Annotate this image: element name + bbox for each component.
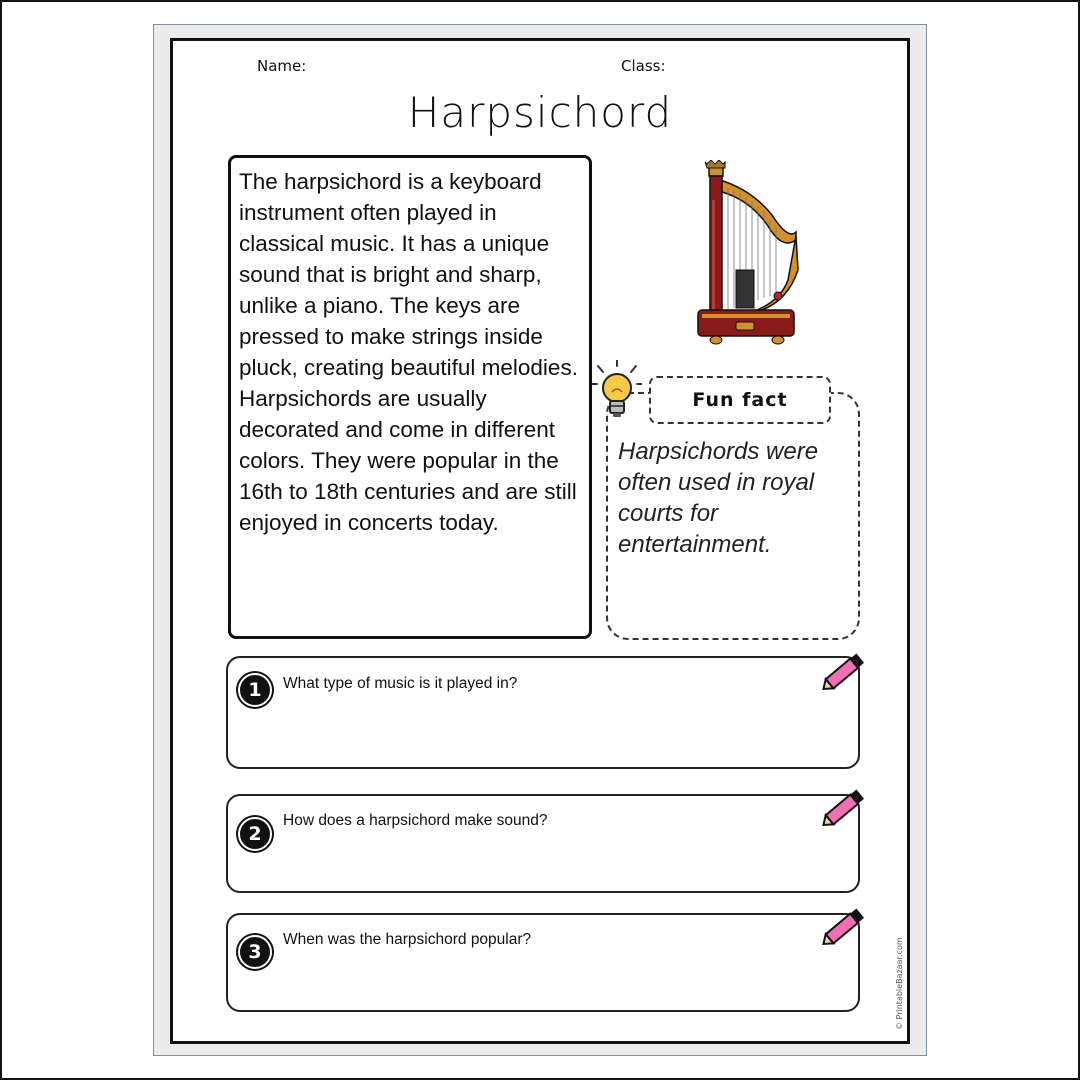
question-3-number: 3 bbox=[238, 935, 272, 969]
pencil-icon bbox=[818, 905, 870, 951]
question-1-number: 1 bbox=[238, 673, 272, 707]
reading-passage-text: The harpsichord is a keyboard instrument often played in classical music. It has a unique sound that is bright and sharp, unlike a piano. The keys are pressed to make strings inside pluck, creating beautiful melodies. Harpsichords are usually decorated and come in different colors. They were popular in the 16th to 18th centuries and are still enjoyed in concerts today. bbox=[239, 169, 578, 535]
pencil-icon bbox=[818, 786, 870, 832]
fun-fact-label: Fun fact bbox=[692, 389, 788, 411]
credit-text: © PrintableBazaar.com bbox=[895, 937, 904, 1030]
question-2-text: How does a harpsichord make sound? bbox=[283, 812, 548, 829]
name-label: Name: bbox=[257, 57, 307, 75]
pencil-icon bbox=[818, 650, 870, 696]
question-3-answer-box[interactable] bbox=[226, 913, 860, 1012]
question-2-number: 2 bbox=[238, 817, 272, 851]
question-1-text: What type of music is it played in? bbox=[283, 675, 518, 692]
fun-fact-label-box bbox=[649, 376, 831, 424]
question-3-text: When was the harpsichord popular? bbox=[283, 931, 532, 948]
fun-fact-text: Harpsichords were often used in royal courts for entertainment. bbox=[618, 438, 819, 558]
class-label: Class: bbox=[621, 57, 666, 75]
harp-illustration bbox=[692, 160, 804, 352]
lightbulb-icon bbox=[592, 360, 642, 422]
question-1-answer-box[interactable] bbox=[226, 656, 860, 769]
page-title: Harpsichord bbox=[407, 88, 673, 137]
question-2-answer-box[interactable] bbox=[226, 794, 860, 893]
reading-passage-box bbox=[228, 155, 592, 639]
